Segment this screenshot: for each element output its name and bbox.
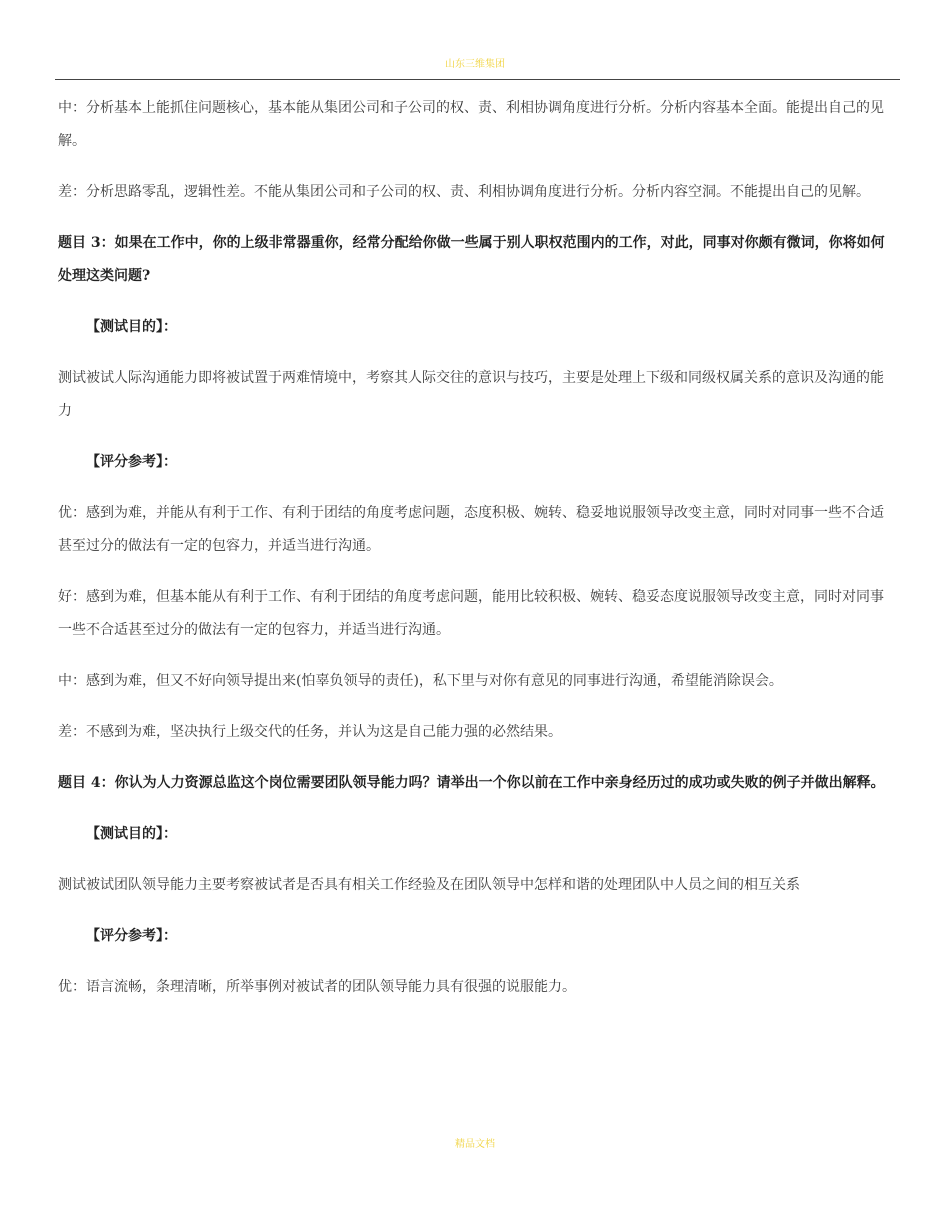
page-footer: 精品文档	[455, 1139, 495, 1150]
paragraph-mid-rating-q3: 中：感到为难，但又不好向领导提出来(怕辜负领导的责任)，私下里与对你有意见的同事进行沟通，希望能消除误会。	[58, 673, 783, 689]
section-test-purpose: 【测试目的】：	[86, 319, 177, 335]
section-test-purpose: 【测试目的】：	[86, 826, 177, 842]
question-4: 题目 4：你认为人力资源总监这个岗位需要团队领导能力吗？请举出一个你以前在工作中亲身经历过的成功或失败的例子并做出解释。	[58, 775, 885, 791]
section-scoring-reference: 【评分参考】：	[86, 928, 177, 944]
paragraph-poor-rating: 差：分析思路零乱，逻辑性差。不能从集团公司和子公司的权、责、利相协调角度进行分析。分析内容空洞。不能提出自己的见解。	[58, 184, 870, 200]
paragraph-test-purpose-q4: 测试被试团队领导能力主要考察被试者是否具有相关工作经验及在团队领导中怎样和谐的处理团队中人员之间的相互关系	[58, 877, 800, 893]
page-header: 山东三维集团	[445, 59, 505, 70]
paragraph-excellent-rating: 优：感到为难，并能从有利于工作、有利于团结的角度考虑问题，态度积极、婉转、稳妥地说服领导改变主意，同时对同事一些不合适甚至过分的做法有一定的包容力，并适当进行沟通。	[58, 505, 884, 554]
header-divider	[55, 79, 900, 80]
section-scoring-reference: 【评分参考】：	[86, 454, 177, 470]
paragraph-good-rating: 好：感到为难，但基本能从有利于工作、有利于团结的角度考虑问题，能用比较积极、婉转、稳妥态度说服领导改变主意，同时对同事一些不合适甚至过分的做法有一定的包容力，并适当进行沟通。	[58, 589, 884, 638]
paragraph-excellent-rating-q4: 优：语言流畅，条理清晰，所举事例对被试者的团队领导能力具有很强的说服能力。	[58, 979, 576, 995]
paragraph-mid-rating: 中：分析基本上能抓住问题核心，基本能从集团公司和子公司的权、责、利相协调角度进行分析。分析内容基本全面。能提出自己的见解。	[58, 100, 884, 149]
question-3: 题目 3：如果在工作中，你的上级非常器重你，经常分配给你做一些属于别人职权范围内的工作，对此，同事对你颇有微词，你将如何处理这类问题?	[58, 235, 885, 284]
document-body	[58, 92, 896, 1022]
paragraph-test-purpose-q3: 测试被试人际沟通能力即将被试置于两难情境中，考察其人际交往的意识与技巧，主要是处理上下级和同级权属关系的意识及沟通的能力	[58, 370, 884, 419]
paragraph-poor-rating-q3: 差：不感到为难，坚决执行上级交代的任务，并认为这是自己能力强的必然结果。	[58, 724, 562, 740]
